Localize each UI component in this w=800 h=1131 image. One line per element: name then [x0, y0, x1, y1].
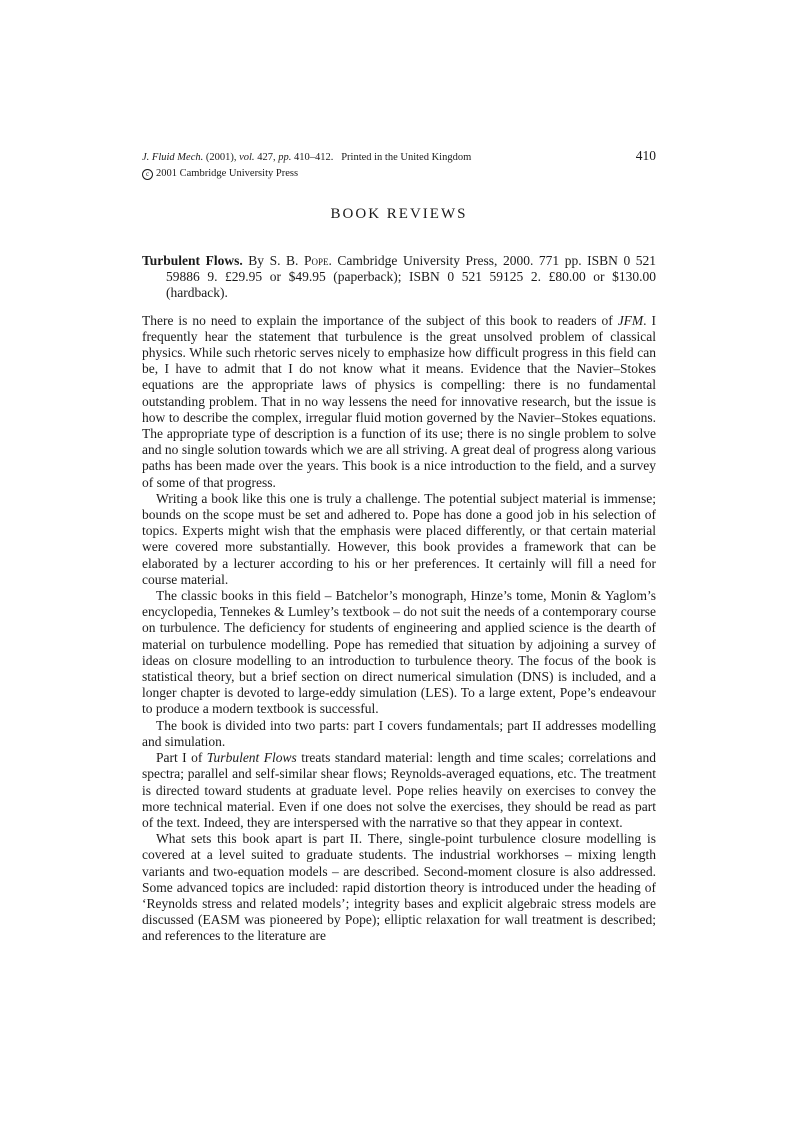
printed-note: Printed in the United Kingdom	[341, 152, 472, 163]
paragraph-1-text-a: There is no need to explain the importance of the subject of this book to readers of	[142, 312, 613, 328]
journal-page	[142, 150, 656, 945]
paragraph-1	[142, 313, 656, 491]
paragraph-5-text-b: treats standard material: length and time scales; correlations and spectra; parallel and self-similar shear flows; Reynolds-averaged equations, etc. The treatment is directed toward students at graduate level. Pope relies heavily on exercises to convey the more technical material. Even if one does not solve the exercises, they should be read as part of the text. Indeed, they are interspersed with the narrative so that they appear in context.	[142, 750, 657, 830]
paragraph-1-text-b: . I frequently hear the statement that turbulence is the great unsolved problem of classical physics. While such rhetoric serves nicely to emphasize how difficult progress in this field can be, I have to admit that I do not know what it means. Evidence that the Navier–Stokes equations are the appropriate laws of physics is compelling: there is no fundamental outstanding problem. That in no way lessens the need for innovative research, but the issue is how to describe the complex, irregular fluid motion governed by the Navier–Stokes equations. The appropriate type of description is a function of its use; there is no single problem to solve and no single solution towards which we are all striving. A great deal of progress along various paths has been made over the years. This book is a nice introduction to the field, and a survey of some of that progress.	[142, 312, 657, 490]
paragraph-3: The classic books in this field – Batchelor’s monograph, Hinze’s tome, Monin & Yaglom’s encyclopedia, Tennekes & Lumley’s textbook – do not suit the needs of a contemporary course on turbulence. The deficiency for students of engineering and applied science is the dearth of material on turbulence modelling. Pope has remedied that situation by adjoining a survey of ideas on closure modelling to an introduction to turbulence theory. The focus of the book is statistical theory, but a brief section on direct numerical simulation (DNS) is included, and a longer chapter is devoted to large-eddy simulation (LES). To a large extent, Pope’s endeavour to produce a modern textbook is successful.	[142, 588, 656, 717]
by-label: By S. B.	[248, 253, 299, 268]
journal-year: (2001),	[205, 152, 237, 163]
journal-abbrev: JFM	[617, 312, 644, 328]
copyright-line	[142, 166, 656, 182]
book-title-inline: Turbulent Flows	[206, 750, 297, 766]
paragraph-5-text-a: Part I of	[156, 750, 203, 766]
page-range: 410–412.	[293, 152, 334, 163]
paragraph-5	[142, 750, 656, 831]
book-title: Turbulent Flows.	[142, 253, 243, 268]
copyright-icon: c	[142, 169, 153, 180]
journal-name: J. Fluid Mech.	[142, 152, 204, 163]
pages-label: pp.	[278, 152, 292, 163]
running-head	[142, 150, 656, 182]
review-heading	[142, 253, 656, 302]
paragraph-2: Writing a book like this one is truly a challenge. The potential subject material is immense; bounds on the scope must be set and adhered to. Pope has done a good job in his selection of topics. Experts might wish that the emphasis were placed differently, or that certain material were covered more substantially. However, this book provides a framework that can be elaborated by a lecturer according to his or her preferences. It certainly will fill a need for course material.	[142, 490, 656, 587]
volume-number: 427,	[257, 152, 276, 163]
section-title: BOOK REVIEWS	[330, 206, 468, 222]
volume-label: vol.	[239, 152, 255, 163]
copyright-text: 2001 Cambridge University Press	[156, 168, 299, 179]
book-details: . Cambridge University Press, 2000. 771 pp. ISBN 0 521 59886 9. £29.95 or $49.95 (paperback); ISBN 0 521 59125 2. £80.00 or $130.00 (hardback).	[166, 253, 657, 301]
review-body	[142, 313, 656, 945]
paragraph-4: The book is divided into two parts: part I covers fundamentals; part II addresses modelling and simulation.	[142, 717, 656, 749]
author-surname: Pope	[303, 253, 329, 268]
paragraph-6: What sets this book apart is part II. There, single-point turbulence closure modelling is covered at a level suited to graduate students. The industrial workhorses – mixing length variants and two-equation models – are described. Second-moment closure is also addressed. Some advanced topics are included: rapid distortion theory is introduced under the heading of ‘Reynolds stress and related models’; integrity bases and explicit algebraic stress models are discussed (EASM was pioneered by Pope); elliptic relaxation for wall treatment is described; and references to the literature are	[142, 831, 656, 944]
citation-line	[142, 150, 656, 166]
page-number: 410	[635, 148, 656, 163]
